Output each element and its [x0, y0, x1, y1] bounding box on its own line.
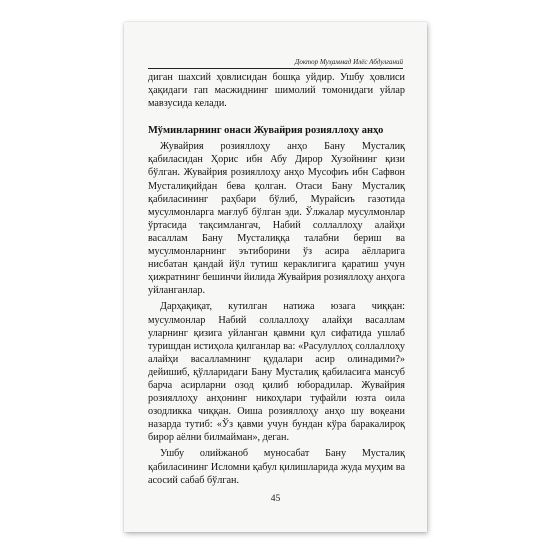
book-page: [124, 22, 427, 532]
paragraph-juwayriya-intro: Жувайрия розияллоҳу анҳо Бану Мусталиқ қабиласидан Ҳорис ибн Абу Дирор Хузойнинг қизи бўлган. Жувайрия розияллоҳу анҳо Мусофиъ ибн Сафвон Мусталиқийдан бева қолган. Отаси Бану Мусталиқ қабиласининг раҳбари бўлиб, Мурайсиъ газотида мусулмонларга мағлуб бўлган эди. Ўлжалар мусулмонлар ўртасида тақсимлангач, Набий соллаллоҳу алайҳи васаллам Бану Мусталиққа талабни бериш ва мусулмонларнинг эътиборини ўз асира аёлларига нисбатан қандай йўл тутиш кераклигига қаратиш учун ҳижратнинг бешинчи йилида Жувайрия розияллоҳу анҳога уйланганлар.: [148, 141, 405, 297]
running-head: Доктор Муҳаммад Илёс Абдулғаний: [148, 58, 403, 69]
section-heading: Мўминларнинг онаси Жувайрия розияллоҳу анҳо: [148, 125, 384, 137]
page-text: [148, 71, 405, 487]
paragraph-result: Дарҳақиқат, кутилган натижа юзага чиққан: мусулмонлар Набий соллаллоҳу алайҳи васаллам уларнинг қизига уйланган қавмни қул сифатида ушлаб туришдан истиҳола қилганлар ва: «Расулуллоҳ соллаллоҳу алайҳи васалламнинг қудалари асир олинадими?» дейишиб, қўлларидаги Бану Мусталиқ қабиласига мансуб барча асирларни озод қилиб юборадилар. Жувайрия розияллоҳу анҳонинг никоҳлари туфайли юзта оила озодликка чиққан. Оиша розияллоҳу анҳо шу воқеани назарда тутиб: «Ўз қавми учун бундан кўра баракалироқ бирор аёлни билмайман», деган.: [148, 301, 405, 444]
page-number: 45: [270, 494, 281, 504]
paragraph-conclusion: Ушбу олийжаноб муносабат Бану Мусталиқ қабиласининг Исломни қабул қилишларида жуда муҳим ва асосий сабаб бўлган.: [148, 448, 405, 486]
paragraph-continued: диган шахсий ҳовлисидан бошқа уйдир. Ушбу ҳовлиси ҳақидаги гап масжиднинг шимолий томонидаги уйлар мавзусида келади.: [148, 72, 405, 110]
